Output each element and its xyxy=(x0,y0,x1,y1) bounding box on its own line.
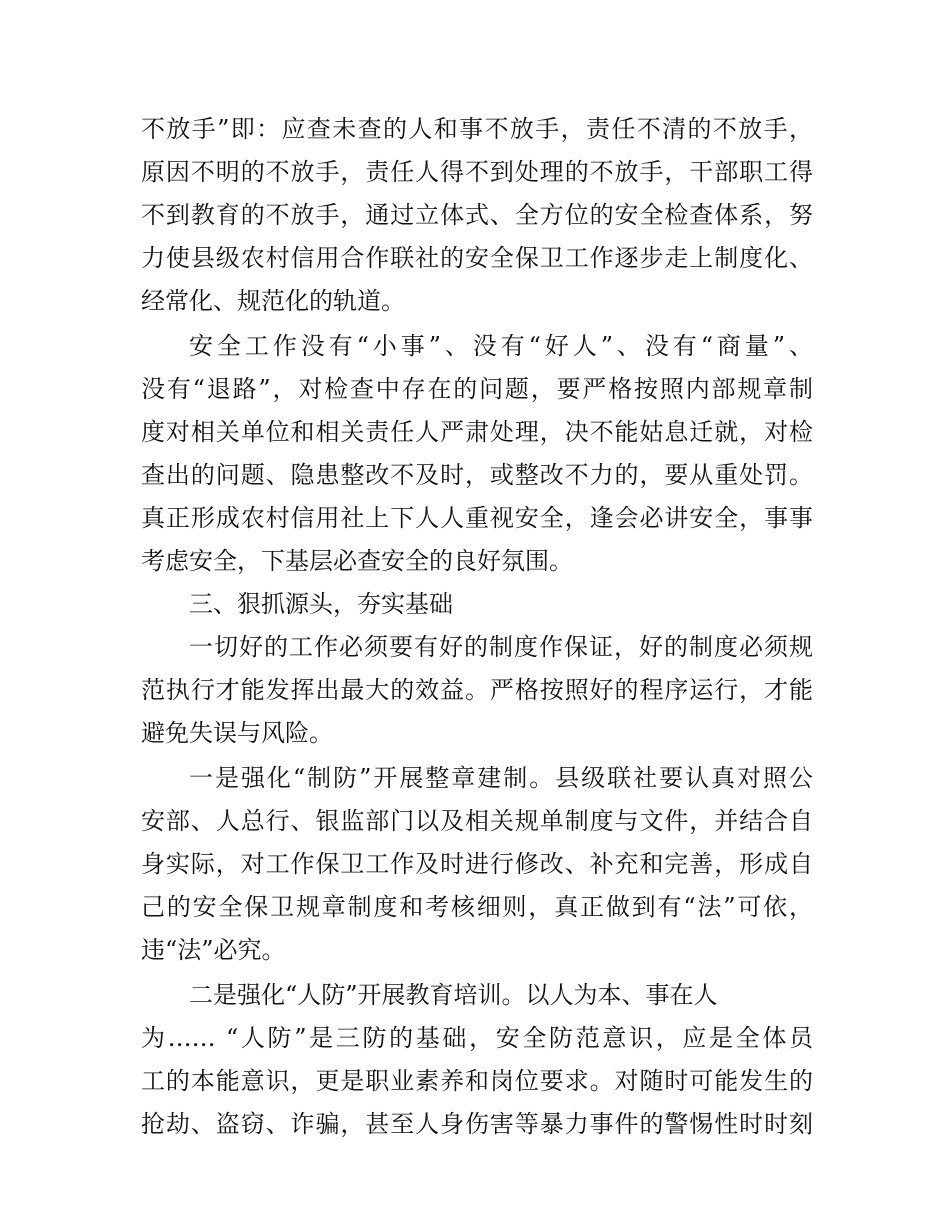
paragraph-first-line: 一是强化“制防”开展整章建制。县级联社要认真对照公 xyxy=(189,764,813,792)
paragraph-first-line: 二是强化“人防”开展教育培训。以人为本、事在人 xyxy=(189,981,718,1009)
text-line: 考虑安全，下基层必查安全的良好氛围。 xyxy=(141,547,573,575)
text-line: 没有“退路”，对检查中存在的问题，要严格按照内部规章制 xyxy=(141,375,813,403)
text-line: 抢劫、盗窃、诈骗，甚至人身伤害等暴力事件的警惕性时时刻 xyxy=(141,1110,813,1138)
text-line: 查出的问题、隐患整改不及时，或整改不力的，要从重处罚。 xyxy=(141,461,813,489)
text-line: 违“法”必究。 xyxy=(141,936,286,964)
paragraph-first-line: 安全工作没有“小事”、没有“好人”、没有“商量”、 xyxy=(189,332,813,360)
text-line: 为…… “人防”是三防的基础，安全防范意识，应是全体员 xyxy=(141,1024,813,1052)
text-line: 原因不明的不放手，责任人得不到处理的不放手，干部职工得 xyxy=(141,158,813,186)
paragraph-first-line: 一切好的工作必须要有好的制度作保证，好的制度必须规 xyxy=(189,633,813,661)
text-line: 不到教育的不放手，通过立体式、全方位的安全检查体系，努 xyxy=(141,201,813,229)
text-line: 真正形成农村信用社上下人人重视安全，逢会必讲安全，事事 xyxy=(141,504,813,532)
text-line: 工的本能意识，更是职业素养和岗位要求。对随时可能发生的 xyxy=(141,1067,813,1095)
text-line: 避免失误与风险。 xyxy=(141,719,333,747)
text-line: 经常化、规范化的轨道。 xyxy=(141,287,405,315)
text-line: 范执行才能发挥出最大的效益。严格按照好的程序运行，才能 xyxy=(141,676,813,704)
text-line: 身实际，对工作保卫工作及时进行修改、补充和完善，形成自 xyxy=(141,850,813,878)
text-line: 己的安全保卫规章制度和考核细则，真正做到有“法”可依， xyxy=(141,893,813,921)
text-line: 度对相关单位和相关责任人严肃处理，决不能姑息迁就，对检 xyxy=(141,418,813,446)
text-line: 力使县级农村信用合作联社的安全保卫工作逐步走上制度化、 xyxy=(141,244,813,272)
body-text xyxy=(141,108,813,1146)
section-heading: 三、狠抓源头，夯实基础 xyxy=(189,590,453,618)
text-line: 安部、人总行、银监部门以及相关规单制度与文件，并结合自 xyxy=(141,807,813,835)
text-line: 不放手”即：应查未查的人和事不放手，责任不清的不放手， xyxy=(141,115,813,143)
